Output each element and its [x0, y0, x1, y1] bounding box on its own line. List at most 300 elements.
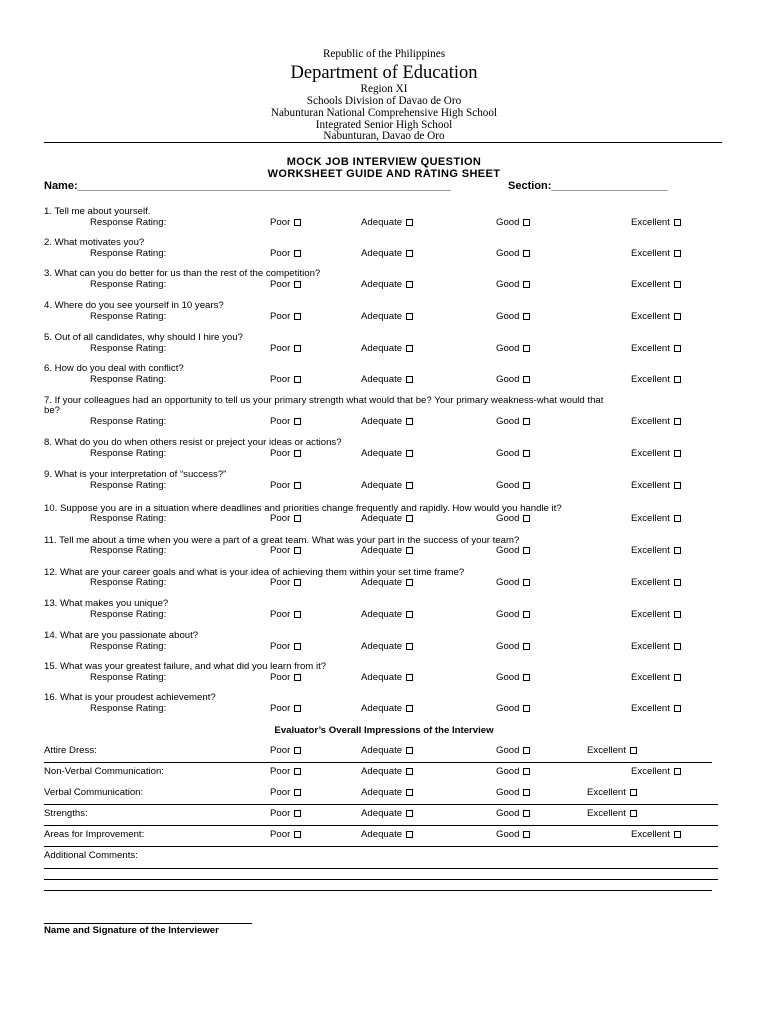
rating-good[interactable] [496, 248, 530, 259]
checkbox[interactable] [674, 643, 681, 650]
rating-excellent-label: Excellent [631, 577, 670, 588]
rating-good[interactable] [496, 745, 530, 756]
checkbox[interactable] [294, 482, 301, 489]
checkbox[interactable] [294, 345, 301, 352]
rating-adequate[interactable] [361, 703, 413, 714]
checkbox[interactable] [674, 547, 681, 554]
question-text: 7. If your colleagues had an opportunity to tell us your primary strength what would that be? Your primary weakness-what would that [44, 395, 604, 406]
rating-good[interactable] [496, 217, 530, 228]
rating-adequate[interactable] [361, 766, 413, 777]
rating-poor[interactable] [270, 217, 301, 228]
response-rating-label [90, 448, 166, 459]
rating-row [0, 609, 768, 621]
checkbox[interactable] [674, 313, 681, 320]
rating-adequate[interactable] [361, 311, 413, 322]
rating-row [0, 545, 768, 557]
checkbox[interactable] [523, 810, 530, 817]
rating-good-label: Good [496, 672, 520, 683]
rating-good[interactable] [496, 766, 530, 777]
rating-good-label: Good [496, 480, 520, 491]
rating-good[interactable] [496, 279, 530, 290]
checkbox[interactable] [294, 281, 301, 288]
checkbox[interactable] [406, 643, 413, 650]
response-rating-label-label: Response Rating: [90, 513, 167, 524]
rating-adequate[interactable] [361, 416, 413, 427]
rating-row [0, 703, 768, 715]
checkbox[interactable] [523, 547, 530, 554]
response-rating-label-label: Response Rating: [90, 703, 167, 714]
rating-excellent-label: Excellent [631, 703, 670, 714]
checkbox[interactable] [523, 789, 530, 796]
checkbox[interactable] [294, 831, 301, 838]
rating-good[interactable] [496, 641, 530, 652]
rating-poor[interactable] [270, 808, 301, 819]
rating-adequate[interactable] [361, 545, 413, 556]
rating-excellent[interactable] [631, 641, 681, 652]
checkbox[interactable] [523, 831, 530, 838]
rating-adequate[interactable] [361, 577, 413, 588]
rating-excellent[interactable] [631, 766, 681, 777]
section-field[interactable]: Section:___________________ [508, 180, 668, 192]
checkbox[interactable] [406, 810, 413, 817]
rating-good-label: Good [496, 577, 520, 588]
checkbox[interactable] [523, 611, 530, 618]
rating-excellent[interactable] [631, 343, 681, 354]
checkbox[interactable] [294, 789, 301, 796]
rating-excellent-label: Excellent [631, 248, 670, 259]
rating-excellent[interactable] [631, 545, 681, 556]
response-rating-label-label: Response Rating: [90, 248, 167, 259]
rating-excellent-label: Excellent [631, 545, 670, 556]
rating-good[interactable] [496, 448, 530, 459]
checkbox[interactable] [523, 705, 530, 712]
rating-poor-label: Poor [270, 416, 291, 427]
rating-adequate[interactable] [361, 745, 413, 756]
rating-good[interactable] [496, 808, 530, 819]
checkbox[interactable] [674, 705, 681, 712]
rating-adequate[interactable] [361, 343, 413, 354]
checkbox[interactable] [294, 547, 301, 554]
rating-poor[interactable] [270, 545, 301, 556]
rating-adequate[interactable] [361, 513, 413, 524]
rating-excellent[interactable] [631, 374, 681, 385]
evaluation-label-text: Strengths: [44, 808, 88, 819]
checkbox[interactable] [406, 250, 413, 257]
rating-excellent[interactable] [631, 703, 681, 714]
header-divider [44, 142, 722, 143]
response-rating-label [90, 480, 166, 491]
response-rating-label-label: Response Rating: [90, 545, 167, 556]
checkbox[interactable] [523, 643, 530, 650]
rating-excellent-text: Excellent [631, 829, 670, 840]
checkbox[interactable] [294, 768, 301, 775]
checkbox[interactable] [523, 515, 530, 522]
rating-row [0, 513, 768, 525]
checkbox[interactable] [406, 579, 413, 586]
checkbox[interactable] [523, 482, 530, 489]
rating-poor[interactable] [270, 672, 301, 683]
evaluation-label-text: Attire Dress: [44, 745, 97, 756]
checkbox[interactable] [294, 376, 301, 383]
rating-good-label: Good [496, 217, 520, 228]
rating-row [0, 217, 768, 229]
signature-line[interactable] [44, 923, 252, 924]
checkbox[interactable] [523, 747, 530, 754]
question-text: 11. Tell me about a time when you were a part of a great team. What was your part in the success of your team? [44, 535, 520, 546]
checkbox[interactable] [523, 250, 530, 257]
rating-adequate-text: Adequate [361, 808, 403, 819]
checkbox[interactable] [294, 219, 301, 226]
checkbox[interactable] [630, 789, 637, 796]
rating-adequate-label: Adequate [361, 416, 403, 427]
rating-adequate[interactable] [361, 448, 413, 459]
checkbox[interactable] [294, 313, 301, 320]
rating-good-label: Good [496, 641, 520, 652]
rating-poor[interactable] [270, 480, 301, 491]
rating-poor[interactable] [270, 248, 301, 259]
rating-excellent-label: Excellent [631, 641, 670, 652]
rating-good[interactable] [496, 609, 530, 620]
checkbox[interactable] [523, 313, 530, 320]
rating-good[interactable] [496, 513, 530, 524]
checkbox[interactable] [406, 747, 413, 754]
checkbox[interactable] [674, 345, 681, 352]
checkbox[interactable] [674, 281, 681, 288]
rating-poor-label: Poor [270, 609, 291, 620]
rating-excellent-label: Excellent [631, 513, 670, 524]
rating-poor[interactable] [270, 343, 301, 354]
name-field[interactable]: Name:_____________________________________________________________ [44, 180, 451, 192]
rating-poor-label: Poor [270, 311, 291, 322]
checkbox[interactable] [294, 515, 301, 522]
rating-good[interactable] [496, 480, 530, 491]
rating-adequate[interactable] [361, 480, 413, 491]
rating-excellent-label: Excellent [631, 279, 670, 290]
rating-excellent[interactable] [631, 480, 681, 491]
question-text: 12. What are your career goals and what is your idea of achieving them within your set time frame? [44, 567, 465, 578]
rating-excellent[interactable] [587, 787, 637, 798]
rating-poor[interactable] [270, 513, 301, 524]
rating-adequate-text: Adequate [361, 745, 403, 756]
evaluation-row [0, 829, 768, 841]
rating-good[interactable] [496, 577, 530, 588]
question-text: 9. What is your interpretation of “success?” [44, 469, 227, 480]
rating-poor-text: Poor [270, 808, 291, 819]
rating-excellent[interactable] [631, 279, 681, 290]
comment-line[interactable] [44, 890, 712, 891]
response-rating-label-label: Response Rating: [90, 672, 167, 683]
checkbox[interactable] [294, 705, 301, 712]
response-rating-label [90, 279, 166, 290]
checkbox[interactable] [674, 768, 681, 775]
rating-excellent[interactable] [631, 577, 681, 588]
rating-poor-label: Poor [270, 703, 291, 714]
rating-poor[interactable] [270, 577, 301, 588]
rating-good[interactable] [496, 787, 530, 798]
rating-adequate[interactable] [361, 217, 413, 228]
checkbox[interactable] [294, 579, 301, 586]
checkbox[interactable] [523, 418, 530, 425]
rating-excellent[interactable] [631, 248, 681, 259]
rating-good[interactable] [496, 829, 530, 840]
rating-good-label: Good [496, 545, 520, 556]
checkbox[interactable] [294, 418, 301, 425]
rating-poor[interactable] [270, 703, 301, 714]
comment-line[interactable] [44, 868, 718, 869]
rating-good-label: Good [496, 279, 520, 290]
checkbox[interactable] [674, 674, 681, 681]
rating-excellent-label: Excellent [631, 416, 670, 427]
checkbox[interactable] [406, 219, 413, 226]
rating-excellent[interactable] [631, 217, 681, 228]
evaluation-row [0, 787, 768, 799]
checkbox[interactable] [294, 674, 301, 681]
evaluation-underline[interactable] [44, 804, 718, 805]
rating-good-text: Good [496, 766, 520, 777]
rating-excellent-label: Excellent [631, 374, 670, 385]
checkbox[interactable] [523, 376, 530, 383]
rating-excellent[interactable] [631, 311, 681, 322]
rating-good-text: Good [496, 787, 520, 798]
response-rating-label [90, 311, 166, 322]
checkbox[interactable] [406, 450, 413, 457]
rating-poor-label: Poor [270, 217, 291, 228]
rating-poor-label: Poor [270, 513, 291, 524]
form-title-line2: WORKSHEET GUIDE AND RATING SHEET [267, 168, 501, 180]
response-rating-label [90, 641, 166, 652]
rating-adequate-label: Adequate [361, 545, 403, 556]
checkbox[interactable] [406, 281, 413, 288]
rating-adequate-label: Adequate [361, 641, 403, 652]
response-rating-label-label: Response Rating: [90, 577, 167, 588]
checkbox[interactable] [630, 810, 637, 817]
rating-excellent[interactable] [587, 808, 637, 819]
checkbox[interactable] [406, 831, 413, 838]
response-rating-label-label: Response Rating: [90, 416, 167, 427]
rating-poor-label: Poor [270, 374, 291, 385]
rating-adequate-label: Adequate [361, 672, 403, 683]
header-republic: Republic of the Philippines [322, 48, 446, 60]
rating-good[interactable] [496, 703, 530, 714]
additional-comments-label: Additional Comments: [44, 850, 138, 861]
rating-excellent-label: Excellent [631, 672, 670, 683]
rating-adequate-label: Adequate [361, 343, 403, 354]
checkbox[interactable] [674, 515, 681, 522]
rating-good-label: Good [496, 343, 520, 354]
response-rating-label-label: Response Rating: [90, 609, 167, 620]
rating-excellent[interactable] [631, 829, 681, 840]
checkbox[interactable] [523, 579, 530, 586]
rating-poor-label: Poor [270, 448, 291, 459]
header-senior: Integrated Senior High School [315, 119, 453, 131]
question-text: 2. What motivates you? [44, 237, 145, 248]
rating-good-label: Good [496, 416, 520, 427]
rating-good[interactable] [496, 672, 530, 683]
rating-row [0, 311, 768, 323]
evaluation-underline[interactable] [44, 825, 718, 826]
checkbox[interactable] [674, 250, 681, 257]
evaluation-underline[interactable] [44, 846, 718, 847]
rating-good[interactable] [496, 374, 530, 385]
evaluation-label-text: Areas for Improvement: [44, 829, 145, 840]
checkbox[interactable] [674, 611, 681, 618]
rating-excellent-label: Excellent [631, 609, 670, 620]
rating-poor[interactable] [270, 279, 301, 290]
rating-adequate-text: Adequate [361, 766, 403, 777]
checkbox[interactable] [294, 611, 301, 618]
rating-adequate[interactable] [361, 787, 413, 798]
rating-excellent[interactable] [631, 609, 681, 620]
checkbox[interactable] [406, 611, 413, 618]
rating-adequate[interactable] [361, 279, 413, 290]
checkbox[interactable] [674, 482, 681, 489]
checkbox[interactable] [630, 747, 637, 754]
rating-poor[interactable] [270, 374, 301, 385]
checkbox[interactable] [674, 831, 681, 838]
checkbox[interactable] [674, 376, 681, 383]
rating-good-label: Good [496, 311, 520, 322]
rating-good[interactable] [496, 343, 530, 354]
rating-poor[interactable] [270, 787, 301, 798]
response-rating-label [90, 703, 166, 714]
rating-excellent-text: Excellent [587, 787, 626, 798]
evaluation-underline[interactable] [44, 762, 712, 763]
response-rating-label [90, 217, 166, 228]
rating-row [0, 577, 768, 589]
checkbox[interactable] [523, 219, 530, 226]
header-address: Nabunturan, Davao de Oro [323, 130, 445, 142]
question-text: 1. Tell me about yourself. [44, 206, 151, 217]
rating-poor[interactable] [270, 416, 301, 427]
response-rating-label-label: Response Rating: [90, 343, 167, 354]
rating-poor[interactable] [270, 311, 301, 322]
rating-good[interactable] [496, 311, 530, 322]
rating-poor-text: Poor [270, 766, 291, 777]
rating-adequate-label: Adequate [361, 217, 403, 228]
rating-poor[interactable] [270, 745, 301, 756]
rating-poor-text: Poor [270, 787, 291, 798]
header-division: Schools Division of Davao de Oro [306, 95, 462, 107]
header-region: Region XI [360, 83, 408, 95]
rating-excellent-text: Excellent [631, 766, 670, 777]
checkbox[interactable] [294, 810, 301, 817]
rating-adequate-label: Adequate [361, 513, 403, 524]
question-text: 4. Where do you see yourself in 10 years? [44, 300, 224, 311]
rating-excellent[interactable] [631, 416, 681, 427]
rating-row [0, 480, 768, 492]
response-rating-label [90, 545, 166, 556]
checkbox[interactable] [674, 450, 681, 457]
response-rating-label-label: Response Rating: [90, 374, 167, 385]
checkbox[interactable] [406, 705, 413, 712]
rating-excellent[interactable] [631, 513, 681, 524]
rating-adequate-label: Adequate [361, 609, 403, 620]
response-rating-label [90, 672, 166, 683]
checkbox[interactable] [406, 313, 413, 320]
rating-poor-label: Poor [270, 672, 291, 683]
response-rating-label [90, 374, 166, 385]
comment-line[interactable] [44, 879, 718, 880]
rating-poor[interactable] [270, 448, 301, 459]
checkbox[interactable] [523, 674, 530, 681]
rating-excellent[interactable] [631, 672, 681, 683]
rating-adequate-label: Adequate [361, 248, 403, 259]
rating-poor[interactable] [270, 609, 301, 620]
question-text-continued: be? [44, 405, 61, 416]
rating-adequate[interactable] [361, 808, 413, 819]
rating-excellent-label: Excellent [631, 448, 670, 459]
checkbox[interactable] [406, 674, 413, 681]
evaluation-label [44, 808, 88, 819]
checkbox[interactable] [294, 250, 301, 257]
checkbox[interactable] [406, 345, 413, 352]
rating-excellent[interactable] [631, 448, 681, 459]
rating-adequate-label: Adequate [361, 577, 403, 588]
rating-adequate[interactable] [361, 609, 413, 620]
rating-good-text: Good [496, 808, 520, 819]
rating-row [0, 416, 768, 428]
rating-good-label: Good [496, 374, 520, 385]
checkbox[interactable] [294, 450, 301, 457]
rating-poor[interactable] [270, 766, 301, 777]
checkbox[interactable] [406, 547, 413, 554]
checkbox[interactable] [406, 789, 413, 796]
rating-adequate-label: Adequate [361, 703, 403, 714]
rating-poor-label: Poor [270, 343, 291, 354]
rating-good-label: Good [496, 513, 520, 524]
checkbox[interactable] [523, 345, 530, 352]
evaluation-row [0, 745, 768, 757]
evaluation-label-text: Non-Verbal Communication: [44, 766, 164, 777]
rating-poor[interactable] [270, 641, 301, 652]
rating-adequate[interactable] [361, 374, 413, 385]
checkbox[interactable] [674, 579, 681, 586]
rating-good[interactable] [496, 416, 530, 427]
question-text: 8. What do you do when others resist or preject your ideas or actions? [44, 437, 342, 448]
checkbox[interactable] [406, 768, 413, 775]
rating-adequate-label: Adequate [361, 279, 403, 290]
rating-excellent-label: Excellent [631, 311, 670, 322]
rating-adequate[interactable] [361, 248, 413, 259]
header-school: Nabunturan National Comprehensive High School [270, 107, 498, 119]
rating-good[interactable] [496, 545, 530, 556]
rating-poor-label: Poor [270, 248, 291, 259]
response-rating-label [90, 416, 166, 427]
checkbox[interactable] [294, 747, 301, 754]
response-rating-label-label: Response Rating: [90, 641, 167, 652]
rating-adequate[interactable] [361, 672, 413, 683]
checkbox[interactable] [674, 219, 681, 226]
rating-poor-label: Poor [270, 641, 291, 652]
checkbox[interactable] [523, 768, 530, 775]
rating-adequate[interactable] [361, 829, 413, 840]
response-rating-label [90, 609, 166, 620]
rating-excellent[interactable] [587, 745, 637, 756]
checkbox[interactable] [406, 376, 413, 383]
rating-adequate[interactable] [361, 641, 413, 652]
checkbox[interactable] [406, 482, 413, 489]
checkbox[interactable] [523, 450, 530, 457]
rating-row [0, 248, 768, 260]
rating-poor[interactable] [270, 829, 301, 840]
checkbox[interactable] [674, 418, 681, 425]
checkbox[interactable] [406, 418, 413, 425]
rating-excellent-label: Excellent [631, 343, 670, 354]
checkbox[interactable] [523, 281, 530, 288]
checkbox[interactable] [406, 515, 413, 522]
evaluation-row [0, 808, 768, 820]
checkbox[interactable] [294, 643, 301, 650]
